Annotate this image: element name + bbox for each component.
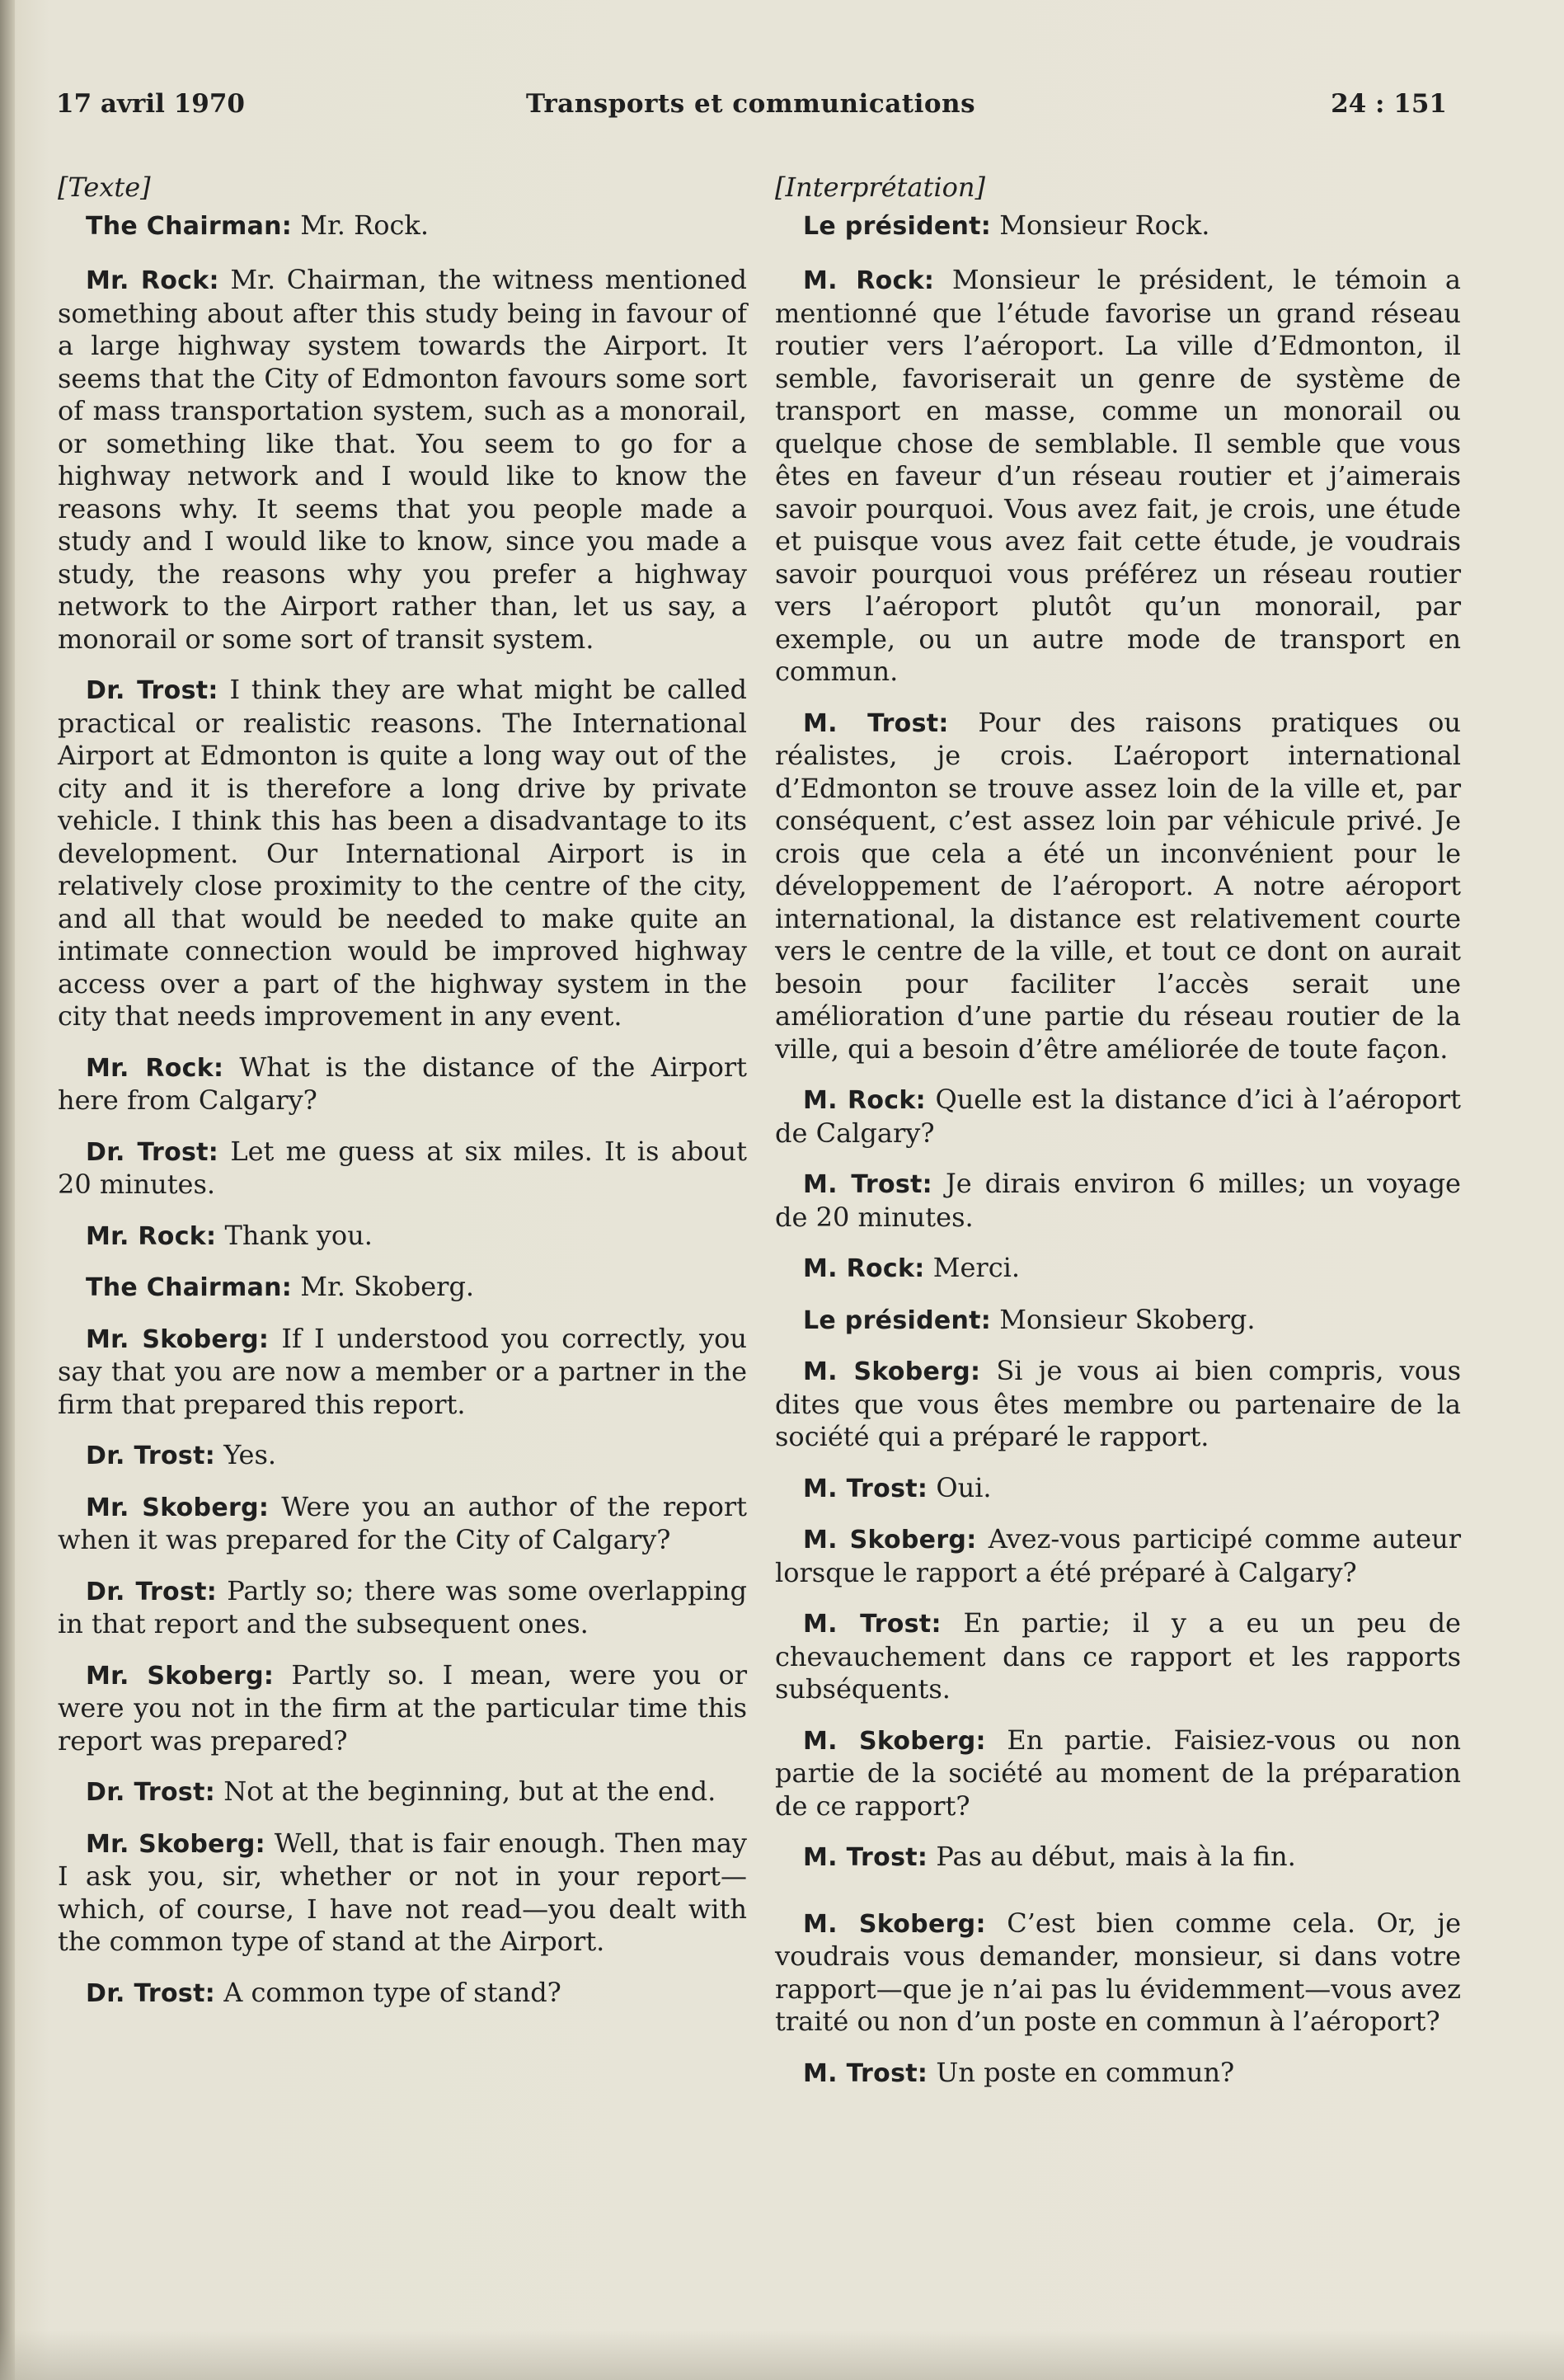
speaker-name: M. Trost:	[803, 1610, 942, 1639]
speaker-name: M. Trost:	[803, 708, 949, 738]
speech-text: Quelle est la distance d’ici à l’aéroport de Calgary?	[775, 1084, 1462, 1149]
speech-text: Oui.	[928, 1471, 992, 1503]
speaker-name: M. Trost:	[803, 1843, 928, 1872]
transcript-paragraph	[775, 1472, 1461, 1506]
speech-text: Je dirais environ 6 milles; un voyage de 20 minutes.	[775, 1168, 1461, 1233]
speech-text: Si je vous ai bien compris, vous dites que vous êtes membre ou partenaire de la société qui a préparé le rapport.	[775, 1355, 1462, 1452]
transcript-paragraph	[58, 1659, 747, 1758]
transcript-paragraph	[775, 2057, 1461, 2091]
transcript-paragraph	[775, 209, 1461, 243]
speaker-name: Dr. Trost:	[86, 676, 218, 705]
transcript-paragraph	[58, 1827, 747, 1959]
running-header	[56, 89, 1447, 130]
speech-text: Monsieur Skoberg.	[991, 1303, 1256, 1335]
transcript-paragraph	[58, 264, 747, 656]
transcript-paragraph	[58, 1977, 747, 2011]
transcript-paragraph	[58, 1323, 747, 1422]
transcript-paragraph	[775, 707, 1461, 1066]
speaker-name: M. Rock:	[803, 266, 935, 295]
french-column	[775, 172, 1461, 2108]
transcript-paragraph	[775, 1607, 1461, 1706]
speech-text: Un poste en commun?	[928, 2056, 1235, 2088]
speech-text: Partly so. I mean, were you or were you not in the firm at the particular time this report was prepared?	[58, 1658, 748, 1757]
transcript-paragraph	[775, 1907, 1461, 2039]
speaker-name: Mr. Rock:	[86, 1221, 217, 1251]
speech-text: Partly so; there was some overlapping in that report and the subsequent ones.	[58, 1574, 748, 1639]
binding-gutter	[0, 0, 15, 2380]
transcript-paragraph	[775, 1084, 1461, 1150]
transcript-paragraph	[775, 1841, 1461, 1874]
transcript-paragraph	[775, 1304, 1461, 1338]
speech-text: Were you an author of the report when it was prepared for the City of Calgary?	[58, 1490, 748, 1555]
speaker-name: M. Trost:	[803, 1170, 932, 1199]
speaker-name: M. Skoberg:	[803, 1526, 977, 1555]
transcript-paragraph	[58, 1491, 747, 1557]
transcript-paragraph	[58, 209, 747, 243]
speech-text: En partie. Faisiez-vous ou non partie de la société au moment de la préparation de ce rapport?	[775, 1724, 1462, 1822]
speech-text: Not at the beginning, but at the end.	[215, 1776, 716, 1807]
speaker-name: Mr. Rock:	[86, 266, 219, 295]
speech-text: Monsieur le président, le témoin a mentionné que l’étude favorise un grand réseau routier vers l’aéroport. La ville d’Edmonton, il semble, favoriserait un genre de système de transport en masse, comme un monorail ou quelque chose de semblable. Il semble que vous êtes en faveur d’un réseau routier et j’aimerais savoir pourquoi. Vous avez fait, je crois, une étude et puisque vous avez fait cette étude, je voudrais savoir pourquoi vous préférez un réseau routier vers l’aéroport plutôt qu’un monorail, par exemple, ou un autre mode de transport en commun.	[775, 264, 1461, 687]
speech-text: Mr. Chairman, the witness mentioned something about after this study being in favour of a large highway system towards the Airport. It seems that the City of Edmonton favours some sort of mass transportation system, such as a monorail, or something like that. You seem to go for a highway network and I would like to know the reasons why. It seems that you people made a study and I would like to know, since you made a study, the reasons why you prefer a highway network to the Airport rather than, let us say, a monorail or some sort of transit system.	[58, 264, 748, 655]
speech-text: Let me guess at six miles. It is about 20 minutes.	[58, 1135, 747, 1200]
header-date: 17 avril 1970	[56, 89, 245, 119]
speech-text: I think they are what might be called practical or realistic reasons. The International Airport at Edmonton is quite a long way out of the city and it is therefore a long drive by private vehicle. I think this has been a disadvantage to its development. Our International Airport is in relatively close proximity to the centre of the city, and all that would be needed to make quite an intimate connection would be improved highway access over a part of the highway system in the city that needs improvement in any event.	[58, 674, 748, 1032]
speaker-name: The Chairman:	[86, 211, 293, 241]
speech-text: Mr. Skoberg.	[292, 1271, 475, 1302]
speech-text: Thank you.	[216, 1219, 373, 1251]
transcript-paragraph	[58, 1136, 747, 1202]
speaker-name: Le président:	[803, 211, 992, 241]
page-bottom-shadow	[0, 2331, 1564, 2380]
speech-text: If I understood you correctly, you say that you are now a member or a partner in the firm that prepared this report.	[58, 1322, 748, 1420]
speech-text: En partie; il y a eu un peu de chevauchement dans ce rapport et les rapports subséquents.	[775, 1607, 1461, 1705]
speaker-name: Mr. Skoberg:	[86, 1324, 270, 1354]
transcript-paragraph	[58, 1220, 747, 1253]
speaker-name: Dr. Trost:	[86, 1577, 218, 1606]
transcript-paragraph	[775, 1523, 1461, 1589]
speech-text: C’est bien comme cela. Or, je voudrais vous demander, monsieur, si dans votre rapport—que je n’ai pas lu évidemment—vous avez traité ou non d’un poste en commun à l’aéroport?	[775, 1907, 1462, 2037]
speech-text: Yes.	[215, 1439, 277, 1470]
speech-text: Merci.	[924, 1252, 1021, 1283]
transcript-paragraph	[58, 1575, 747, 1641]
speaker-name: M. Skoberg:	[803, 1909, 986, 1939]
speaker-name: M. Trost:	[803, 2058, 928, 2088]
speech-text: Monsieur Rock.	[991, 209, 1210, 241]
speaker-name: Mr. Skoberg:	[86, 1829, 265, 1859]
speaker-name: The Chairman:	[86, 1273, 293, 1302]
speaker-name: Dr. Trost:	[86, 1442, 216, 1470]
speaker-name: Dr. Trost:	[86, 1978, 216, 2008]
speaker-name: M. Rock:	[803, 1086, 926, 1115]
speaker-name: Le président:	[803, 1305, 992, 1335]
language-tag: [Interprétation]	[775, 172, 985, 203]
transcript-paragraph	[58, 1776, 747, 1809]
header-page-number: 24 : 151	[1331, 89, 1447, 119]
speech-text: A common type of stand?	[215, 1976, 561, 2008]
speaker-name: Mr. Skoberg:	[86, 1493, 270, 1522]
speech-text: Avez-vous participé comme auteur lorsque le rapport a été préparé à Calgary?	[775, 1523, 1461, 1588]
speaker-name: M. Skoberg:	[803, 1357, 981, 1386]
language-tag: [Texte]	[58, 172, 151, 203]
speech-text: Mr. Rock.	[292, 209, 429, 241]
transcript-paragraph	[58, 1051, 747, 1117]
speaker-name: Mr. Skoberg:	[86, 1661, 275, 1691]
transcript-paragraph	[58, 1271, 747, 1305]
transcript-paragraph	[775, 1724, 1461, 1823]
speaker-name: Dr. Trost:	[86, 1137, 219, 1167]
speech-text: Well, that is fair enough. Then may I ask you, sir, whether or not in your report—which, of course, I have not read—you dealt with the common type of stand at the Airport.	[58, 1827, 748, 1957]
transcript-paragraph	[775, 1355, 1461, 1454]
transcript-paragraph	[775, 1252, 1461, 1286]
transcript-paragraph	[58, 1439, 747, 1473]
transcript-paragraph	[775, 264, 1461, 689]
speech-text: What is the distance of the Airport here from Calgary?	[58, 1051, 748, 1116]
transcript-paragraph	[775, 1168, 1461, 1234]
english-column	[58, 172, 747, 2028]
speaker-name: M. Rock:	[803, 1254, 925, 1283]
speaker-name: Mr. Rock:	[86, 1053, 224, 1083]
speech-text: Pas au début, mais à la fin.	[928, 1841, 1296, 1872]
speaker-name: Dr. Trost:	[86, 1778, 216, 1807]
speaker-name: M. Skoberg:	[803, 1726, 986, 1756]
transcript-paragraph	[58, 674, 747, 1033]
speech-text: Pour des raisons pratiques ou réalistes, je crois. L’aéroport international d’Edmonton se trouve assez loin de la ville et, par conséquent, c’est assez loin par véhicule privé. Je crois que cela a été un inconvénient pour le développement de l’aéroport. A notre aéroport international, la distance est relativement courte vers le centre de la ville, et tout ce dont on aurait besoin pour faciliter l’accès serait une amélioration d’une partie du réseau routier de la ville, qui a besoin d’être améliorée de toute façon.	[775, 706, 1461, 1065]
speaker-name: M. Trost:	[803, 1474, 928, 1503]
header-title: Transports et communications	[526, 89, 976, 119]
